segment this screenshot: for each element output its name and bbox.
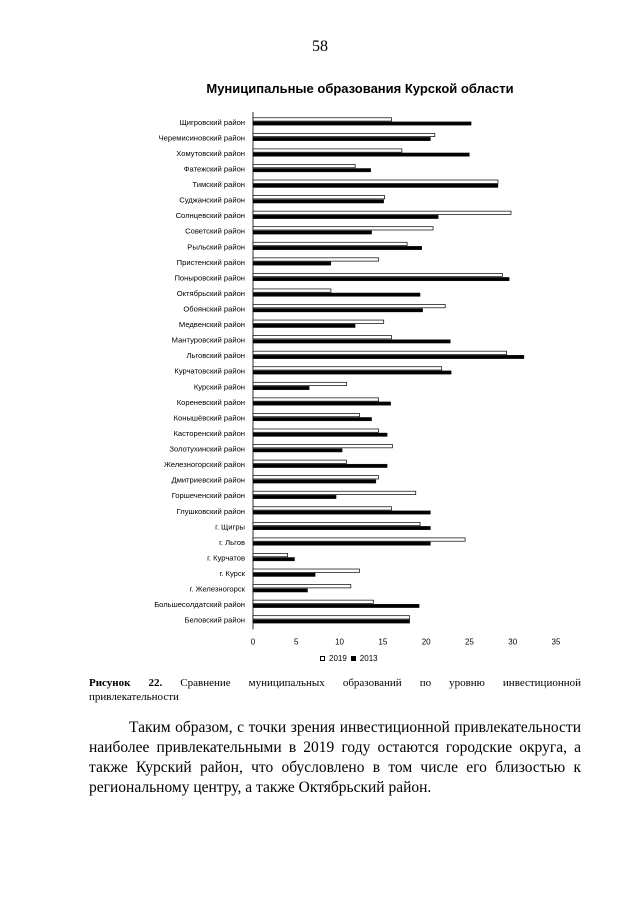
bar-2019	[253, 336, 392, 339]
category-label: Обоянский район	[183, 304, 245, 314]
bar-2013	[253, 200, 384, 204]
category-label: Глушковский район	[176, 506, 245, 516]
bar-2019	[253, 398, 379, 401]
bar-2019	[253, 133, 435, 136]
bar-2013	[253, 231, 372, 235]
caption-text: Сравнение муниципальных образований по уровню инвестиционной	[180, 677, 581, 689]
bar-2019	[253, 616, 410, 619]
bar-2013	[253, 480, 376, 484]
category-label: Курский район	[193, 382, 245, 392]
bar-2019	[253, 553, 288, 556]
bar-2019	[253, 289, 331, 292]
bar-2013	[253, 355, 524, 359]
bar-2019	[253, 242, 407, 245]
bar-2013	[253, 526, 430, 530]
category-label: Беловский район	[184, 615, 245, 625]
bar-2019	[253, 445, 392, 448]
bar-2013	[253, 573, 315, 577]
legend-swatch-2019	[320, 656, 325, 661]
bar-2013	[253, 604, 419, 608]
bar-2019	[253, 118, 392, 121]
bar-2013	[253, 137, 430, 141]
bar-2019	[253, 600, 373, 603]
category-label: г. Курск	[219, 569, 245, 579]
bar-2019	[253, 491, 416, 494]
bar-2013	[253, 511, 430, 515]
legend-label-2019: 2019	[329, 654, 347, 663]
x-tick-label: 25	[464, 637, 474, 647]
category-label: Конышёвский район	[173, 413, 245, 423]
category-label: Мантуровский район	[171, 335, 245, 345]
category-label: Медвенский район	[178, 320, 245, 330]
category-label: г. Льгов	[219, 537, 245, 547]
bar-2019	[253, 413, 359, 416]
bar-2019	[253, 507, 392, 510]
category-label: Дмитриевский район	[171, 475, 245, 485]
category-label: Золотухинский район	[169, 444, 245, 454]
bar-2019	[253, 180, 498, 183]
bar-2013	[253, 324, 355, 328]
category-label: Большесолдатский район	[154, 600, 245, 610]
category-label: Горшеченский район	[171, 491, 245, 501]
bar-2013	[253, 386, 309, 390]
bar-2013	[253, 293, 420, 297]
x-tick-label: 30	[508, 637, 518, 647]
bar-2019	[253, 476, 379, 479]
category-label: Касторенский район	[173, 428, 245, 438]
category-label: Октябрьский район	[176, 288, 245, 298]
category-label: Железногорский район	[163, 460, 245, 470]
bar-2013	[253, 262, 331, 266]
bar-2013	[253, 246, 422, 250]
x-tick-label: 10	[335, 637, 345, 647]
bar-2013	[253, 122, 471, 126]
bar-2019	[253, 227, 433, 230]
bar-2019	[253, 258, 379, 261]
bar-2019	[253, 211, 511, 214]
chart-title: Муниципальные образования Курской области	[206, 81, 514, 96]
category-label: Суджанский район	[179, 195, 245, 205]
bar-2013	[253, 402, 391, 406]
bar-2019	[253, 164, 355, 167]
bar-2013	[253, 277, 509, 281]
bar-2019	[253, 367, 442, 370]
bar-2019	[253, 351, 507, 354]
category-label: Солнцевский район	[175, 211, 245, 221]
category-label: Щигровский район	[179, 117, 245, 127]
category-label: Льговский район	[186, 351, 245, 361]
x-tick-label: 0	[250, 637, 256, 647]
category-label: Рыльский район	[187, 242, 245, 252]
bar-2019	[253, 429, 379, 432]
x-tick-label: 15	[378, 637, 388, 647]
category-label: Пристенский район	[176, 257, 245, 267]
bar-2013	[253, 557, 295, 561]
category-label: Советский район	[185, 226, 245, 236]
bar-2013	[253, 433, 387, 437]
bar-2013	[253, 620, 410, 624]
category-label: Курчатовский район	[174, 366, 245, 376]
chart-legend	[320, 654, 378, 663]
caption-label: Рисунок 22.	[89, 677, 163, 689]
bar-2019	[253, 196, 385, 199]
bar-2019	[253, 460, 346, 463]
category-label: Фатежский район	[183, 164, 245, 174]
body-paragraph-text: Таким образом, с точки зрения инвестиционной привлекательности наиболее привлекательными в 2019 году остаются городские округа, а также Курский район, что обусловлено в том числе его близостью к региональному центру, а также Октябрьский район.	[89, 719, 581, 796]
bar-2019	[253, 273, 502, 276]
page-number: 58	[312, 38, 328, 55]
bar-2013	[253, 589, 308, 593]
bar-2019	[253, 538, 465, 541]
bar-2013	[253, 184, 498, 188]
category-label: Хомутовский район	[176, 148, 245, 158]
bar-2019	[253, 569, 359, 572]
bar-2019	[253, 149, 402, 152]
legend-label-2013: 2013	[359, 654, 378, 663]
bar-2013	[253, 449, 342, 453]
x-tick-label: 20	[421, 637, 431, 647]
bar-2013	[253, 340, 450, 344]
bar-2013	[253, 168, 371, 172]
category-label: г. Курчатов	[207, 553, 245, 563]
bar-2013	[253, 464, 387, 468]
bar-2019	[253, 382, 346, 385]
body-paragraph	[89, 718, 581, 798]
bar-2013	[253, 309, 423, 313]
bar-2019	[253, 522, 420, 525]
bar-2019	[253, 585, 351, 588]
bar-2013	[253, 215, 438, 219]
bar-2013	[253, 371, 451, 375]
category-label: Тимский район	[192, 180, 245, 190]
bar-2013	[253, 495, 336, 499]
bar-2019	[253, 305, 445, 308]
bar-2013	[253, 153, 469, 157]
category-label: Кореневский район	[176, 397, 245, 407]
category-label: Черемисиновский район	[158, 133, 245, 143]
figure-caption	[89, 676, 581, 704]
x-tick-label: 35	[551, 637, 561, 647]
caption-text-line2: привлекательности	[89, 691, 179, 703]
bar-2019	[253, 320, 384, 323]
bar-2013	[253, 542, 430, 546]
x-tick-label: 5	[294, 637, 299, 647]
category-label: Поныровский район	[174, 273, 245, 283]
category-label: г. Железногорск	[189, 584, 245, 594]
bar-2013	[253, 417, 372, 421]
legend-swatch-2013	[351, 656, 356, 661]
category-label: г. Щигры	[215, 522, 245, 532]
